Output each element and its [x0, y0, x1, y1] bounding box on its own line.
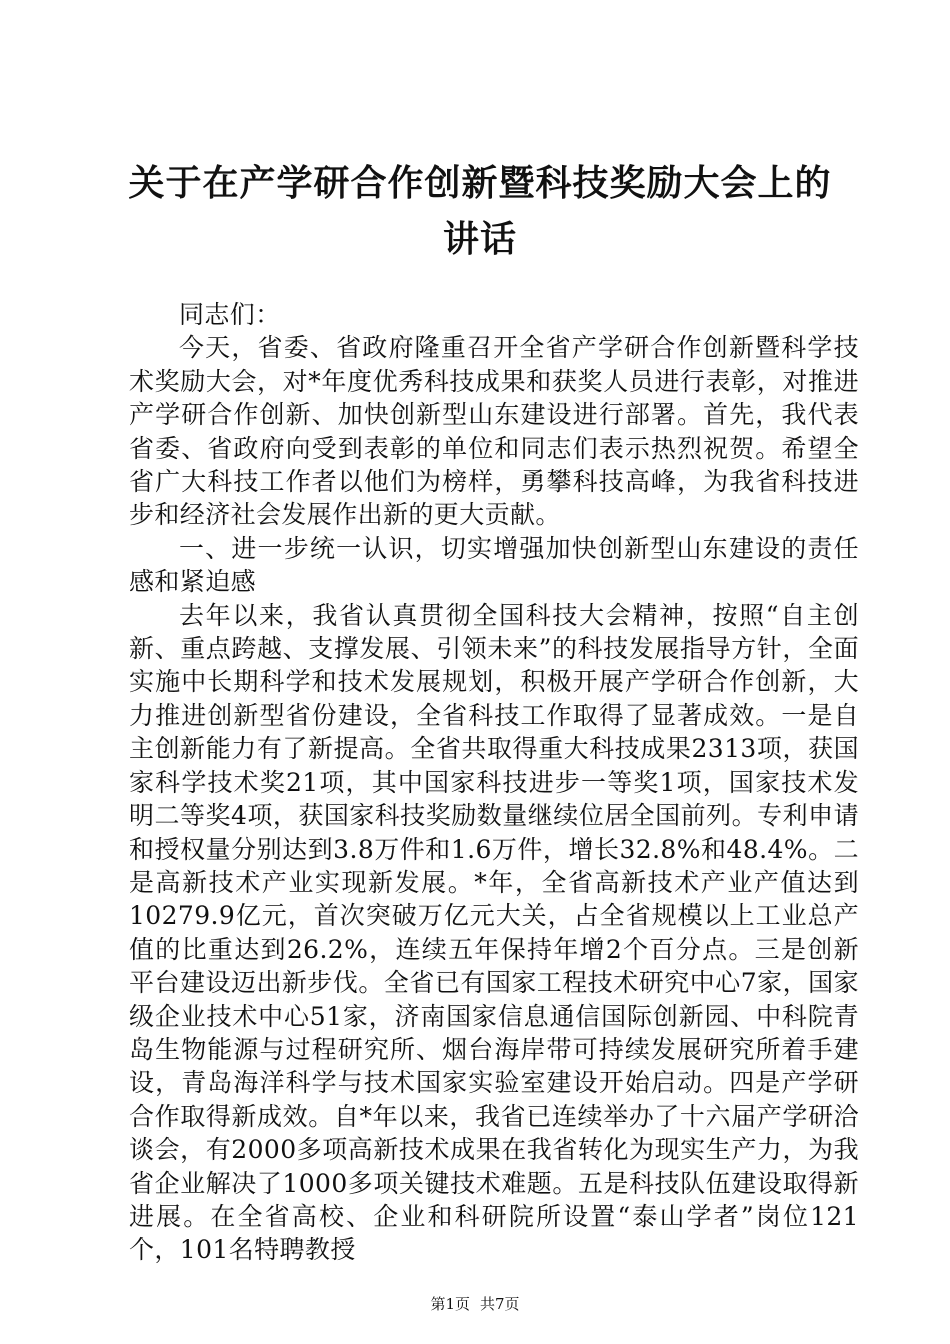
document-title: 关于在产学研合作创新暨科技奖励大会上的讲话 [128, 163, 832, 260]
page-total: 共7页 [480, 1295, 520, 1313]
paragraph-opening: 今天，省委、省政府隆重召开全省产学研合作创新暨科学技术奖励大会，对*年度优秀科技成果和获奖人员进行表彰，对推进产学研合作创新、加快创新型山东建设进行部署。首先，我代表省委、省政府向受到表彰的单位和同志们表示热烈祝贺。希望全省广大科技工作者以他们为榜样，勇攀科技高峰，为我省科技进步和经济社会发展作出新的更大贡献。 [129, 333, 859, 530]
page-number: 第1页 [430, 1295, 470, 1313]
section-heading-1: 一、进一步统一认识，切实增强加快创新型山东建设的责任感和紧迫感 [129, 533, 859, 597]
document-body [129, 298, 859, 1267]
paragraph-achievements: 去年以来，我省认真贯彻全国科技大会精神，按照“自主创新、重点跨越、支撑发展、引领未来”的科技发展指导方针，全面实施中长期科学和技术发展规划，积极开展产学研合作创新，大力推进创新型省份建设，全省科技工作取得了显著成效。一是自主创新能力有了新提高。全省共取得重大科技成果2313项，获国家科学技术奖21项，其中国家科技进步一等奖1项，国家技术发明二等奖4项，获国家科技奖励数量继续位居全国前列。专利申请和授权量分别达到3.8万件和1.6万件，增长32.8%和48.4%。二是高新技术产业实现新发展。*年，全省高新技术产业产值达到10279.9亿元，首次突破万亿元大关，占全省规模以上工业总产值的比重达到26.2%，连续五年保持年增2个百分点。三是创新平台建设迈出新步伐。全省已有国家工程技术研究中心7家，国家级企业技术中心51家，济南国家信息通信国际创新园、中科院青岛生物能源与过程研究所、烟台海岸带可持续发展研究所着手建设，青岛海洋科学与技术国家实验室建设开始启动。四是产学研合作取得新成效。自*年以来，我省已连续举办了十六届产学研洽谈会，有2000多项高新技术成果在我省转化为现实生产力，为我省企业解决了1000多项关键技术难题。五是科技队伍建设取得新进展。在全省高校、企业和科研院所设置“泰山学者”岗位121个，101名特聘教授 [129, 600, 859, 1265]
salutation: 同志们： [179, 300, 281, 329]
page-footer [0, 1294, 950, 1314]
